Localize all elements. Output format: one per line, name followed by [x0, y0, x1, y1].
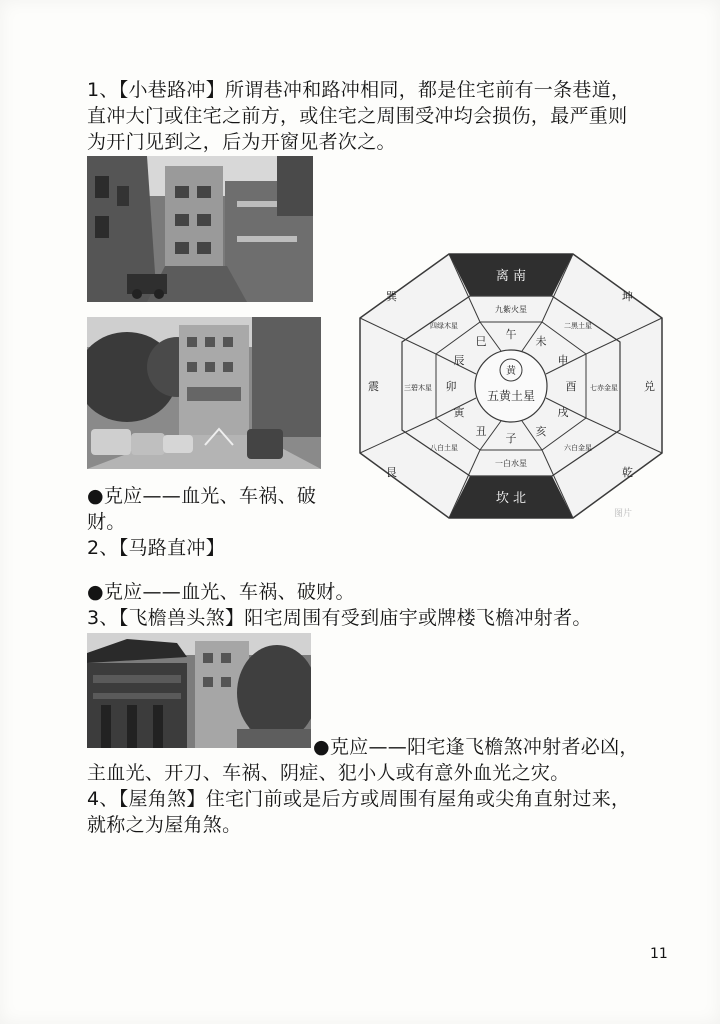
bagua-star-southeast: 四绿木星: [430, 322, 458, 330]
page-number: 11: [650, 946, 668, 962]
bagua-center-label: 五黄土星: [486, 389, 536, 403]
bagua-star-southwest: 二黑土星: [564, 322, 592, 330]
paragraph-1-line-2: 直冲大门或住宅之前方，或住宅之周围受冲均会损伤，最严重则: [87, 105, 628, 127]
bagua-branch-label: 未: [535, 335, 547, 348]
paragraph-1-line-1: 1、【小巷路冲】所谓巷冲和路冲相同，都是住宅前有一条巷道，: [87, 79, 631, 101]
bagua-branch-label: 辰: [453, 354, 465, 367]
diagram-watermark: 图片: [614, 509, 633, 519]
effect-2: ●克应——血光、车祸、破财。: [87, 581, 355, 603]
effect-3-line-2: 主血光、开刀、车祸、阴症、犯小人或有意外血光之灾。: [87, 762, 570, 784]
bagua-label-east: 震: [368, 380, 379, 393]
section-4-line-1: 4、【屋角煞】住宅门前或是后方或周围有屋角或尖角直射过来，: [87, 788, 631, 810]
alley-photo: [87, 156, 313, 302]
bagua-label-south: 离 南: [495, 269, 527, 284]
bagua-branch-label: 卯: [445, 380, 457, 393]
section-4-line-2: 就称之为屋角煞。: [87, 814, 242, 836]
street-photo: [87, 317, 321, 469]
effect-1-line-1: ●克应——血光、车祸、破: [87, 485, 317, 507]
section-2-title: 2、【马路直冲】: [87, 537, 225, 559]
bagua-star-northeast: 八白土星: [430, 444, 458, 452]
bagua-star-south: 九紫火星: [495, 305, 527, 314]
bagua-branch-label: 巳: [475, 335, 487, 348]
bagua-label-southwest: 坤: [622, 290, 633, 303]
temple-eaves-photo: [87, 633, 311, 748]
section-3-title: 3、【飞檐兽头煞】阳宅周围有受到庙宇或牌楼飞檐冲射者。: [87, 607, 592, 629]
bagua-label-northwest: 乾: [622, 466, 633, 479]
bagua-star-east: 三碧木星: [404, 384, 432, 392]
bagua-branch-label: 申: [557, 354, 569, 367]
effect-1-line-2: 财。: [87, 511, 126, 533]
bagua-branch-label: 亥: [535, 425, 547, 438]
bagua-branch-label: 酉: [565, 380, 577, 393]
bagua-label-west: 兑: [644, 380, 655, 393]
paragraph-1-line-3: 为开门见到之，后为开窗见者次之。: [87, 131, 396, 153]
bagua-branch-label: 寅: [453, 406, 465, 419]
bagua-branch-label: 丑: [475, 425, 487, 438]
bagua-branch-label: 戌: [557, 406, 569, 419]
bagua-diagram: [346, 250, 676, 522]
bagua-center-glyph: 黄: [506, 366, 516, 377]
bagua-star-northwest: 六白金星: [564, 444, 592, 452]
effect-3-line-1: ●克应——阳宅逢飞檐煞冲射者必凶，: [313, 736, 639, 758]
bagua-branch-label: 午: [505, 328, 517, 341]
bagua-star-north: 一白水星: [495, 459, 527, 468]
bagua-label-southeast: 巽: [386, 290, 397, 303]
bagua-star-west: 七赤金星: [590, 384, 618, 392]
bagua-branch-label: 子: [505, 432, 517, 445]
bagua-label-north: 坎 北: [495, 491, 527, 506]
bagua-label-northeast: 艮: [386, 466, 397, 479]
